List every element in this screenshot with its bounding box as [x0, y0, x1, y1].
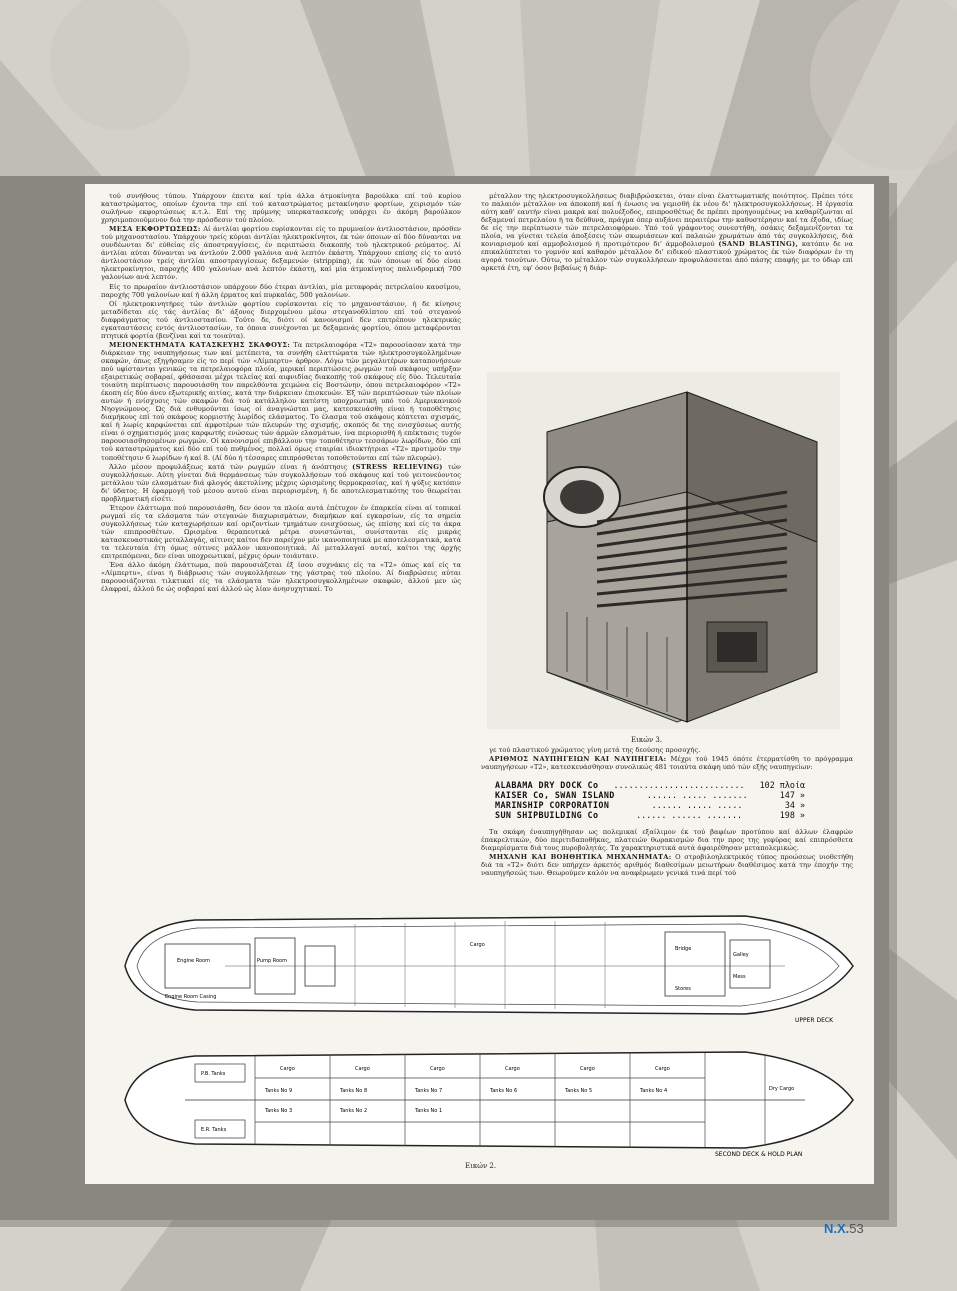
shipyard-list [495, 780, 805, 820]
paragraph: μέταλλον της ηλεκτροσυγκολλήσεως διαβιβρώσκεται, όταν είναι έλαττωματικής ποιότητος. Πρέπει τότε το παλαιόν μέταλλον να άποκοπή καί ή ένωσις να γεμισθή έκ νέου δι' ηλεκτροσυγκολλήσεως. Η έργασία αύτη καθ' εαυτήν είναι μακρά καί πολυέξοδος, επιπροσθέτως δε πρέπει προηγουμένως να καθαρίζωνται αί δεξαμεναί πετρελαίου ή τα δεύθυνα, πράγμα όπερ αυξάνει περαιτέρω την καθυστέρησιν καί τα έξοδα, ιδίως δε είς την περίπτωσιν τών πετρελαιοφόρων. Υπό τού γράφοντος συνεστήθη, όσάκις δεξαμενίζονται τα πλοία, να γίνεται τελεία άποξέσεις τών σκωριάσεων καί παλαιών χρωμάτων άπό τάς συγκολλήσεις, διά κονιαρισμού καί αμμοβολισμού ή προτιμότερον δι' άμμοβολισμού (SAND BLASTING), κατόπιν δε να επικαλύπτεται το γυμνόν καί καθαρόν μέταλλον δι' ειδικού πλαστικού χρώματος έκ τών διαφόρων έν τη αγορά τοιούτων. Ούτω, το μέταλλον τών συγκολλήσεων προφυλάσσεται άπό πάσης επαφής με το ύδωρ επί αρκετά έτη, εφ' όσον βεβαίως ή διάρ- [481, 192, 853, 273]
paragraph: Είς το πρωραίον άντλιοστάσιον υπάρχουν δύο έτεραι άντλίαι, μία μεταφοράς πετρελαίου καυσίμου, παροχής 700 γαλονίων καί ή άλλη έρματος καί πυρκαϊάς, 500 γαλονίων. [101, 282, 461, 299]
hold-label: P.B. Tanks [201, 1071, 226, 1077]
paragraph: Έτερον έλάττωμα πού παρουσιάσθη, δεν όσον τα πλοία αυτά έπέτυχον έν έπαρκεία είναι αί τοπικαί ρωγμαί είς τα ελάσματα τών στεγανών διαχωρισμάτων, διαμήκων καί εγκαρσίων, είς τα σημεία συγκολλήσεως τών καταχωρήσεων καί οριζοντίων τμημάτων ενισχύσεως, ώς επίσης καί είς τα άκρα τών επιπροσθέτων. Ωρισμένα θεραπευτικά μέτρα συνιστώνται, συνίστανται είς μικράς κατασκευαστικάς μεταλλαγάς, αίτινες καίτοι δεν παρείχον μέν ικανοποιητικά με αποτελεσματικά, κατά τα τελευταία έτη όμως ούτινες μάλλον ικανοποιητικά. Αί μεταλλαγαί αυταί, καίτοι της άρχής επιτρεπόμεναι, δεν είναι υποχρεωτικαί, μέχρις όρων τοιάυταιν. [101, 503, 461, 561]
paragraph: ΑΡΙΘΜΟΣ ΝΑΥΠΗΓΕΙΩΝ ΚΑΙ ΝΑΥΠΗΓΕΙΑ: Μέχρι τού 1945 όπότε έτερματίσθη το πρόγραμμα ναυπηγήσεων «Τ2», κατεσκευάσθησαν συνολικώς 481 τοιαύτα σκάφη υπό τών εξής ναυπηγείων: [481, 755, 853, 772]
paragraph: ΜΗΧΑΝΗ ΚΑΙ ΒΟΗΘΗΤΙΚΑ ΜΗΧΑΝΗΜΑΤΑ: Ο στροβιλοηλεκτρικός τύπος προώσεως υιοθετήθη διά τα «Τ2» διότι δεν υπήρχεν άρκετός αριθμός διαθεσίμων μειωτήρων διαθέσιμος κατά την έποχήν της ναυπηγήσεώς των. Θεωρούμεν καλόν να αναφέρωμεν γενικά τινά περί τού [481, 853, 853, 878]
right-text-column-bottom [481, 828, 853, 878]
shipyard-row: ALABAMA DRY DOCK Co .......................... 102 πλοία [495, 780, 805, 790]
hold-label: E.R. Tanks [201, 1127, 227, 1133]
upper-deck-plan [105, 906, 857, 1024]
hold-label: Tanks No 6 [490, 1088, 518, 1094]
paragraph: Οί ηλεκτροκινητήρες τών άντλιών φορτίου ευρίσκονται είς το μηχανοστάσιον, ή δε κίνησις μεταδίδεται είς τάς άντλίας δι' άξονος διερχομένου μέσω στεγανοθλίπτου επί τού στεγανού διαφράγματος τού άντλιοστασίου. Τούτο δε, διότι οί κανονισμοί δεν επιτρέπουν ηλεκτρικάς εγκαταστάσεις εντός άντλιοστασίων, τα όποια συνέχονται με δεξαμενάς φορτίου, όπου μεταφέρονται πτητικά φορτία (βενζίναι καί τα τοιαύτα). [101, 299, 461, 340]
section-heading: ΜΕΣΑ ΕΚΦΟΡΤΩΣΕΩΣ: [109, 225, 201, 234]
paragraph: τού συνήθους τύπου. Υπάρχουν έπειτα καί τρία άλλα άτμοκίνητα βαρούλκα επί τού κυρίου καταστρώματος, οποίων έχοντα την επί τού καταστρώματος μετακίνησιν φορτίων, χειρισμόν τών σωλήνων εκφορτώσεως κ.τ.λ. Επί της πρύμνης υπερκατασκευής υπάρχει έν άκόμη βαρούλκον χρησιμοποιούμενον διά την πρόσδεσιν τού πλοίου. [101, 192, 461, 225]
figure-2-caption: Εικών 2. [465, 1162, 497, 1170]
boiler-illustration [487, 372, 840, 729]
hold-label: Cargo [505, 1066, 520, 1072]
section-heading: ΜΗΧΑΝΗ ΚΑΙ ΒΟΗΘΗΤΙΚΑ ΜΗΧΑΝΗΜΑΤΑ: [489, 853, 672, 862]
deck-label: Cargo [470, 942, 485, 948]
paragraph: ΜΕΙΟΝΕΚΤΗΜΑΤΑ ΚΑΤΑΣΚΕΥΗΣ ΣΚΑΦΟΥΣ: Τα πετρελαιοφόρα «Τ2» παρουσίασαν κατά την διάρκειαν της ναυπηγήσεως των καί μετέπειτα, τα συνήθη ελαττώματα τών ηλεκτροσυγκολλημένων σκαφών, όπως εξηγήσαμεν είς το περί τών «Λίμπερτυ» άρθρον. Λόγω τών μεγαλυτέρων καταπονήσεων πού υφίστανται γενικώς τα πετρελαιοφόρα πλοία, μερικαί περιπτώσεις ρωγμών τού σκάφους υπήρξαν εξαιρετικώς σοβαραί, φθάσασαι μέχρι τελείας καί αιφνιδίας διακοπής τού σκάφους είς δύο. Τελευταία τοιαύτη περίπτωσις παρουσιάσθη τον παρελθόντα χειμώνα είς Βοστώνην, όπου πετρελαιοφόρον «Τ2» έκοπη είς δύο άνευ εξωτερικής αιτίας, κατά την διάρκειαν έπισκευών. Έξ τών περιπτώσεων τών πλοίων αυτών ή ενίσχυσις τών σκαφών διά τού κατάλληλου κατέστη υποχρεωτική υπό τού Αμερικανικού Νηογνώμονος. Ώς διά ενθυμούνται ίσως οί άναγνώσται μας, κατεσκευάσθη είναι ή τοποθέτησις διαμήκους επί τού σκάφους κορμιστής λωρίδος ελάσματος. Το έλασμα τού σκάφους κόπτεται σχισμάς, καί ή λωρίς καρφώνεται επί άμφοτέρων τών πλευρών της σχισμής, σκοπός δε της ενισχύσεως αυτής είναι ό σχηματισμός μιας καρφωτής ενώσεως τών άρμών ελασμάτων, ίνα περιορισθή ή επέκτασις τυχόν παρουσιασθησομένων ρωγμών. Οί κανονισμοί επιβάλλουν την τοποθέτησιν τεσσάρων λωρίδων, δύο επί τού καταστρώματος καί δύο επί τού πυθμένος, πολλαί όμως εταιρίαι ιδιοκτήτριαι «Τ2» προτιμούν την τοποθέτησιν 6 λωρίδων ή καί 8. (Αί δύο ή τέσσαρες επιπρόσθεται τοποθετούνται επί τών πλευρών). [101, 340, 461, 462]
hold-label: Cargo [655, 1066, 670, 1072]
hold-label: Tanks No 9 [265, 1088, 293, 1094]
paragraph: γε τού πλαστικού χρώματος γίνη μετά της δεούσης προσοχής. [489, 746, 701, 754]
hold-label: Cargo [580, 1066, 595, 1072]
hold-label: Tanks No 1 [415, 1108, 443, 1114]
paragraph: ΜΕΣΑ ΕΚΦΟΡΤΩΣΕΩΣ: Αί άντλίαι φορτίου ευρίσκονται είς το πρυμναίον άντλιοστάσιον, πρόσθεν τού μηχανοστασίου. Υπάρχουν τρείς κύριαι άντλίαι ηλεκτροκίνητοι, έκ τών όποιων αί δύο δύνανται να συνδέωνται δι' εύθείας είς άποστραγγίσεις, έν περιπτώσει διακοπής τού ηλεκτρικού ρεύματος. Αί άντλίαι αύται δύνανται να άντλούν 2.000 γαλόνια ανά λεπτόν έκάστη. Υπάρχουν επίσης είς το αυτό άντλιοστάσιον τρείς άντλίαι αποστραγγίσεως δεξαμενών (stripping), έκ τών όποιων αί δύο είναι ηλεκτροκίνητοι, παροχής 400 γαλονίων ανά λεπτόν έκάστη, καί μία άτμοκίνητος παλινδρομική 700 γαλονίων ανά λεπτόν. [101, 225, 461, 282]
deck-label: Engine Room Casing [165, 994, 217, 1000]
hold-plan-title: SECOND DECK & HOLD PLAN [715, 1151, 803, 1158]
hold-label: Tanks No 8 [340, 1088, 368, 1094]
paragraph: Άλλο μέσον προφυλάξεως κατά τών ρωγμών είναι ή άνόπτησις (STRESS RELIEVING) τών συγκολλήσεων. Αύτη γίνεται διά θερμάνσεως τών συγκολλήσεων τού σκάφους καί τού γειτονεύοντος μετάλλου τών ελασμάτων διά φλογός άκετυλίνης μέχρις ώρισμένης θερμοκρασίας, καί ή ψύξις κατόπιν δι' ύδατος. Η έφαρμογή τού μέσου αυτού είναι περιορισμένη, ή δε αποτελεσματικότης του θεωρείται προβληματική είσέτι. [101, 462, 461, 503]
term: (SAND BLASTING), [718, 240, 799, 249]
hold-label: Cargo [430, 1066, 445, 1072]
scanned-article-page [85, 184, 874, 1184]
hold-label: Tanks No 4 [640, 1088, 668, 1094]
page-number: N.X.53 [824, 1221, 864, 1236]
deck-label: Bridge [675, 946, 692, 952]
right-text-column-lower [481, 746, 853, 772]
figure-3-caption: Εικών 3. [631, 736, 663, 744]
hold-plan [105, 1040, 857, 1160]
section-heading: ΜΕΙΟΝΕΚΤΗΜΑΤΑ ΚΑΤΑΣΚΕΥΗΣ ΣΚΑΦΟΥΣ: [109, 340, 291, 349]
hold-label: Cargo [280, 1066, 295, 1072]
deck-label: Engine Room [177, 958, 210, 964]
deck-label: Galley [733, 952, 749, 958]
deck-label: Mess [733, 974, 746, 980]
upper-deck-title: UPPER DECK [795, 1017, 834, 1024]
paragraph: Ένα άλλο άκόμη έλάττωμα, πού παρουσιάζεται έξ ίσου συχνάκις είς τα «Τ2» όπως καί είς τα «Λίμπερτυ», είναι ή διάβρωσις τών συγκολλήσεων της γάστρας τού πλοίου. Αί διαβρώσεις αύται παρουσιάζονται τιλκτικαί είς τα ελάσματα τών ηλεκτροσυγκολλημένων σκαφών, άλλού μεν ώς έλαφραί, άλλού δε ώς σοβαραί καί άλλού ώς λίαν άνησυχητικαί. Το [101, 561, 461, 594]
shipyard-row: KAISER Co, SWAN ISLAND ...... ..... ....... 147 » [495, 790, 805, 800]
hold-label: Cargo [355, 1066, 370, 1072]
deck-label: Stores [675, 986, 691, 992]
hold-label: Tanks No 7 [415, 1088, 443, 1094]
hold-label: Tanks No 2 [340, 1108, 368, 1114]
section-heading: ΑΡΙΘΜΟΣ ΝΑΥΠΗΓΕΙΩΝ ΚΑΙ ΝΑΥΠΗΓΕΙΑ: [489, 755, 667, 764]
hold-label: Dry Cargo [769, 1086, 795, 1092]
paragraph: Τα σκάφη έναυπηγήθησαν ως πολεμικαί εξαίλιμον έκ τού βαφέων προτύπου καί άλλων έλαφρών έπακρελτικών, δύο περιτιδαποθήκας, πλατειών θωρακισμών δια την προς της γεφύρας καί επιπρόσθετα διαμερίσματα διά τους πυροβολητάς. Τα χαρακτηριστικά αυτά άφαιρέθησαν μεταπολεμικώς. [481, 828, 853, 853]
deck-label: Pump Room [257, 958, 287, 964]
left-text-column [101, 192, 461, 594]
shipyard-row: MARINSHIP CORPORATION ...... ..... ..... 34 » [495, 800, 805, 810]
shipyard-row: SUN SHIPBUILDING Co ...... ...... ....... 198 » [495, 810, 805, 820]
hold-label: Tanks No 5 [565, 1088, 593, 1094]
right-text-column [481, 192, 853, 370]
term: (STRESS RELIEVING) [352, 462, 443, 471]
hold-label: Tanks No 3 [265, 1108, 293, 1114]
